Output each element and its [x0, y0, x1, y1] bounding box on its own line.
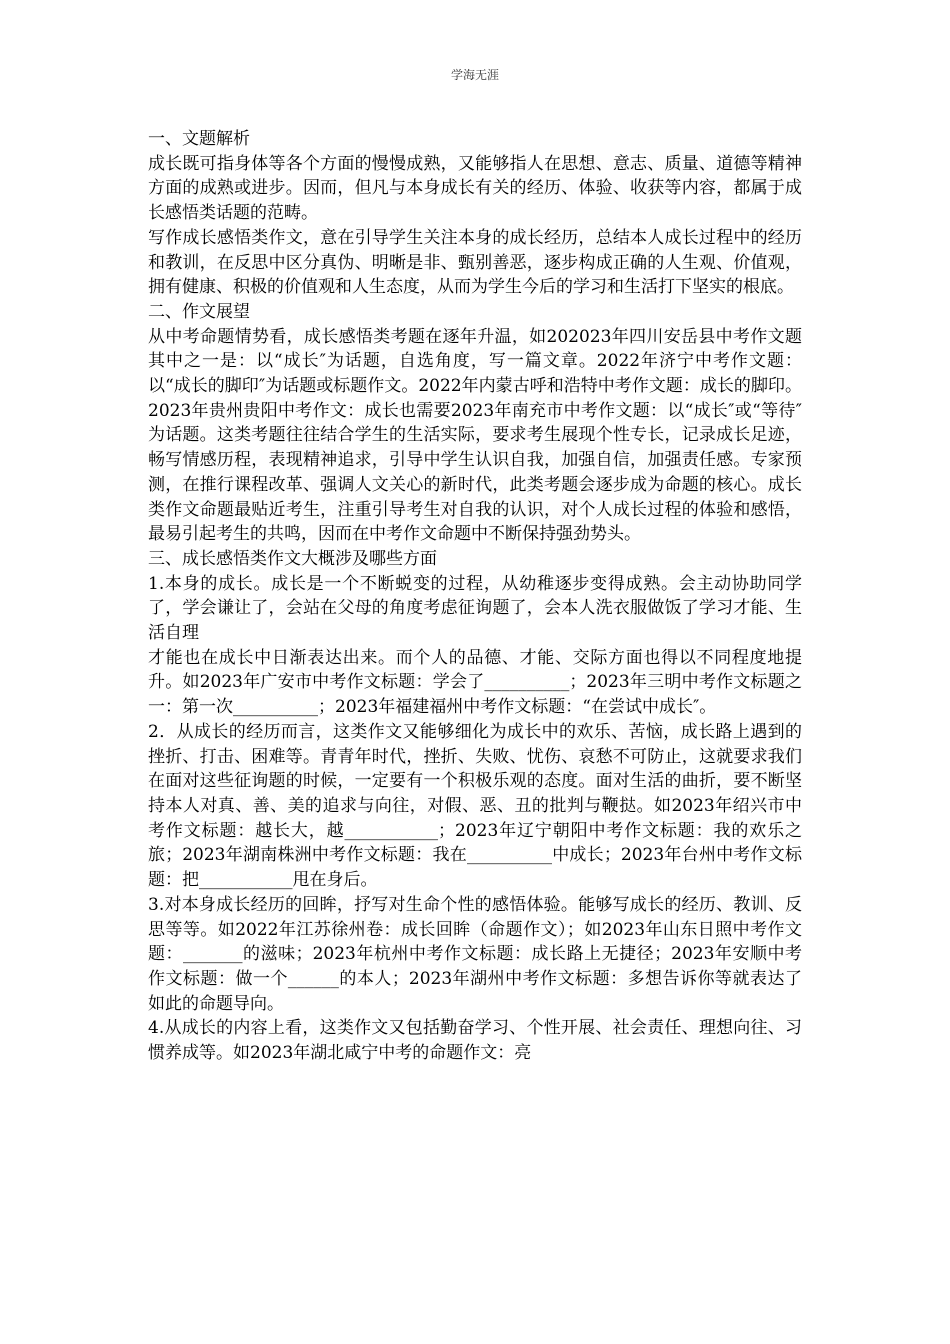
- page-header: 学海无涯: [450, 68, 499, 82]
- paragraph: 写作成长感悟类作文，意在引导学生关注本身的成长经历，总结本人成长过程中的经历和教训，在反思中区分真伪、明晰是非、甄别善恶，逐步构成正确的人生观、价值观，拥有健康、积极的价值观和人生态度，从而为学生今后的学习和生活打下坚实的根底。: [148, 227, 802, 298]
- paragraph: 4.从成长的内容上看，这类作文又包括勤奋学习、个性开展、社会责任、理想向往、习惯养成等。如2023年湖北咸宁中考的命题作文：亮: [148, 1018, 802, 1064]
- section-heading-3: 三、成长感悟类作文大概涉及哪些方面: [148, 548, 437, 569]
- document-body: [148, 127, 802, 1066]
- section-heading-1: 一、文题解析: [148, 129, 250, 149]
- paragraph: 3.对本身成长经历的回眸，抒写对生命个性的感悟体验。能够写成长的经历、教训、反思等等。如2022年江苏徐州卷：成长回眸（命题作文）；如2023年山东日照中考作文题：_______的滋味；2023年杭州中考作文标题：成长路上无捷径；2023年安顺中考作文标题：做一个______的本人；2023年湖州中考作文标题：多想告诉你等就表达了如此的命题导向。: [148, 894, 802, 1014]
- paragraph: 成长既可指身体等各个方面的慢慢成熟，又能够指人在思想、意志、质量、道德等精神方面的成熟或进步。因而，但凡与本身成长有关的经历、体验、收获等内容，都属于成长感悟类话题的范畴。: [148, 153, 802, 224]
- paragraph: 从中考命题情势看，成长感悟类考题在逐年升温，如202023年四川安岳县中考作文题其中之一是：以“成长″为话题，自选角度，写一篇文章。2022年济宁中考作文题：以“成长的脚印″为话题或标题作文。2022年内蒙古呼和浩特中考作文题：成长的脚印。2023年贵州贵阳中考作文：成长也需要2023年南充市中考作文题：以“成长″或“等待″为话题。这类考题往往结合学生的生活实际，要求考生展现个性专长，记录成长足迹，畅写情感历程，表现精神追求，引导中学生认识自我，加强自信，加强责任感。专家预测，在推行课程改革、强调人文关心的新时代，此类考题会逐步成为命题的核心。成长类作文命题最贴近考生，注重引导考生对自我的认识，对个人成长过程的体验和感悟，最易引起考生的共鸣，因而在中考作文命题中不断保持强劲势头。: [148, 326, 802, 545]
- paragraph: 才能也在成长中日渐表达出来。而个人的品德、才能、交际方面也得以不同程度地提升。如2023年广安市中考作文标题：学会了__________；2023年三明中考作文标题之一：第一次__________；2023年福建福州中考作文标题：“在尝试中成长″。: [148, 647, 802, 718]
- paragraph: 1.本身的成长。成长是一个不断蜕变的过程，从幼稚逐步变得成熟。会主动协助同学了，学会谦让了，会站在父母的角度考虑征询题了，会本人洗衣服做饭了学习才能、生活自理: [148, 573, 802, 644]
- paragraph: 2．从成长的经历而言，这类作文又能够细化为成长中的欢乐、苦恼，成长路上遇到的挫折、打击、困难等。青青年时代，挫折、失败、忧伤、哀愁不可防止，这就要求我们在面对这些征询题的时候，一定要有一个积极乐观的态度。面对生活的曲折，要不断坚持本人对真、善、美的追求与向往，对假、恶、丑的批判与鞭挞。如2023年绍兴市中考作文标题：越长大，越___________；2023年辽宁朝阳中考作文标题：我的欢乐之旅；2023年湖南株洲中考作文标题：我在__________中成长；2023年台州中考作文标题：把___________甩在身后。: [148, 721, 802, 891]
- section-heading-2: 二、作文展望: [148, 301, 250, 322]
